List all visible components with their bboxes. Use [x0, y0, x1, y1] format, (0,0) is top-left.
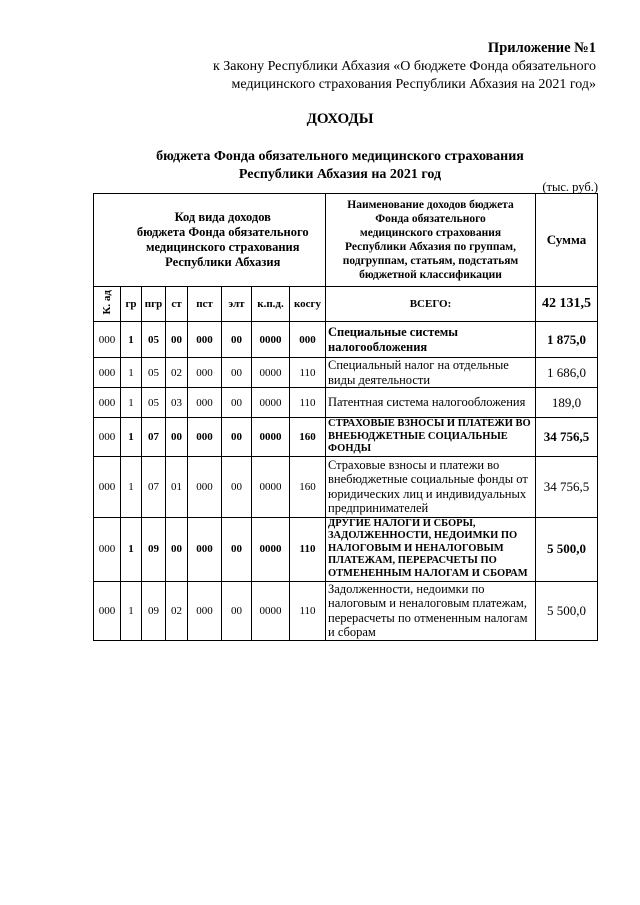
code-elt-cell: 00: [222, 456, 252, 517]
col-kpd-header: к.п.д.: [252, 287, 290, 322]
code-st-cell: 00: [166, 322, 188, 358]
code-pst-cell: 000: [188, 388, 222, 418]
col-elt-header: элт: [222, 287, 252, 322]
table-row: [94, 358, 598, 388]
code-kad-cell: 000: [94, 581, 121, 640]
code-elt-cell: 00: [222, 358, 252, 388]
code-pgr-cell: 09: [142, 581, 166, 640]
code-kosgu-cell: 110: [290, 581, 326, 640]
header-name-line: Фонда обязательного: [375, 213, 486, 225]
code-kad-cell: 000: [94, 456, 121, 517]
document-subtitle: [0, 148, 640, 184]
code-pst-cell: 000: [188, 418, 222, 457]
header-code-line: Код вида доходов: [174, 210, 271, 224]
code-pgr-cell: 05: [142, 358, 166, 388]
header-name-line: подгруппам, статьям, подстатьям: [342, 255, 519, 267]
law-reference-line: к Закону Республики Абхазия «О бюджете Фонда обязательного: [212, 59, 596, 74]
code-kad-cell: 000: [94, 517, 121, 581]
revenue-sum-cell: 1 686,0: [536, 358, 598, 388]
appendix-label: Приложение №1: [487, 40, 596, 56]
col-pgr-header: пгр: [142, 287, 166, 322]
header-code-line: медицинского страхования: [145, 240, 300, 254]
code-kpd-cell: 0000: [252, 388, 290, 418]
code-kpd-cell: 0000: [252, 517, 290, 581]
law-reference-line: медицинского страхования Республики Абхазия на 2021 год»: [231, 77, 596, 92]
col-kosgu-header: косгу: [290, 287, 326, 322]
code-gr-cell: 1: [121, 322, 142, 358]
header-name-line: Наименование доходов бюджета: [347, 199, 514, 211]
col-gr-header: гр: [121, 287, 142, 322]
code-st-cell: 01: [166, 456, 188, 517]
header-name-line: бюджетной классификации: [359, 269, 502, 281]
header-code-line: Республики Абхазия: [165, 255, 281, 269]
code-elt-cell: 00: [222, 581, 252, 640]
code-kosgu-cell: 110: [290, 358, 326, 388]
col-pst-header: пст: [188, 287, 222, 322]
table-row: [94, 388, 598, 418]
revenue-sum-cell: 34 756,5: [536, 456, 598, 517]
code-st-cell: 02: [166, 581, 188, 640]
code-kosgu-cell: 110: [290, 517, 326, 581]
code-pst-cell: 000: [188, 456, 222, 517]
code-pgr-cell: 07: [142, 418, 166, 457]
code-kpd-cell: 0000: [252, 358, 290, 388]
code-elt-cell: 00: [222, 388, 252, 418]
code-kosgu-cell: 110: [290, 388, 326, 418]
code-kad-cell: 000: [94, 388, 121, 418]
code-pgr-cell: 05: [142, 322, 166, 358]
revenue-name-cell: Специальные системы налогообложения: [326, 322, 536, 358]
table-row: [94, 322, 598, 358]
header-name-line: Республики Абхазия по группам,: [344, 241, 517, 253]
revenue-sum-cell: 5 500,0: [536, 581, 598, 640]
code-kpd-cell: 0000: [252, 456, 290, 517]
col-kad-label: К. ад: [101, 290, 113, 315]
code-elt-cell: 00: [222, 517, 252, 581]
code-kad-cell: 000: [94, 358, 121, 388]
subtitle-line: бюджета Фонда обязательного медицинского страхования: [156, 149, 524, 164]
table-row: [94, 418, 598, 457]
code-elt-cell: 00: [222, 322, 252, 358]
table-row: [94, 581, 598, 640]
table-row: [94, 456, 598, 517]
total-sum: 42 131,5: [536, 287, 598, 322]
units-label: (тыс. руб.): [542, 180, 598, 194]
code-pst-cell: 000: [188, 322, 222, 358]
code-pst-cell: 000: [188, 517, 222, 581]
code-gr-cell: 1: [121, 517, 142, 581]
revenue-name-cell: Задолженности, недоимки по налоговым и неналоговым платежам, перерасчеты по отмененным налогам и сборам: [326, 581, 536, 640]
subtitle-line: Республики Абхазия на 2021 год: [238, 167, 442, 182]
revenue-name-cell: Специальный налог на отдельные виды деятельности: [326, 358, 536, 388]
document-title: ДОХОДЫ: [306, 111, 374, 127]
header-name-cell: [326, 194, 536, 287]
code-st-cell: 00: [166, 418, 188, 457]
code-kad-cell: 000: [94, 322, 121, 358]
code-pst-cell: 000: [188, 358, 222, 388]
header-code-line: бюджета Фонда обязательного: [136, 225, 309, 239]
code-pgr-cell: 09: [142, 517, 166, 581]
revenue-table: [93, 193, 598, 641]
code-st-cell: 02: [166, 358, 188, 388]
revenue-sum-cell: 1 875,0: [536, 322, 598, 358]
code-kpd-cell: 0000: [252, 581, 290, 640]
law-reference: [166, 58, 596, 94]
code-pst-cell: 000: [188, 581, 222, 640]
code-kad-cell: 000: [94, 418, 121, 457]
col-st-header: ст: [166, 287, 188, 322]
col-kad-header: [94, 287, 121, 322]
table-row: [94, 517, 598, 581]
header-code-cell: [121, 194, 326, 287]
revenue-sum-cell: 5 500,0: [536, 517, 598, 581]
total-label: ВСЕГО:: [326, 287, 536, 322]
header-blank-cell: [94, 194, 121, 287]
code-st-cell: 00: [166, 517, 188, 581]
column-codes-row: [94, 287, 598, 322]
code-gr-cell: 1: [121, 418, 142, 457]
table-header-row: [94, 194, 598, 287]
revenue-name-cell: Патентная система налогообложения: [326, 388, 536, 418]
code-kpd-cell: 0000: [252, 418, 290, 457]
code-elt-cell: 00: [222, 418, 252, 457]
header-name-line: медицинского страхования: [359, 227, 502, 239]
code-gr-cell: 1: [121, 388, 142, 418]
header-sum-cell: Сумма: [536, 194, 598, 287]
revenue-sum-cell: 34 756,5: [536, 418, 598, 457]
code-gr-cell: 1: [121, 358, 142, 388]
revenue-name-cell: СТРАХОВЫЕ ВЗНОСЫ И ПЛАТЕЖИ ВО ВНЕБЮДЖЕТНЫЕ СОЦИАЛЬНЫЕ ФОНДЫ: [326, 418, 536, 457]
code-gr-cell: 1: [121, 456, 142, 517]
revenue-sum-cell: 189,0: [536, 388, 598, 418]
revenue-name-cell: ДРУГИЕ НАЛОГИ И СБОРЫ, ЗАДОЛЖЕННОСТИ, НЕДОИМКИ ПО НАЛОГОВЫМ И НЕНАЛОГОВЫМ ПЛАТЕЖАМ, ПЕРЕРАСЧЕТЫ ПО ОТМЕНЕННЫМ НАЛОГАМ И СБОРАМ: [326, 517, 536, 581]
code-st-cell: 03: [166, 388, 188, 418]
code-kpd-cell: 0000: [252, 322, 290, 358]
code-kosgu-cell: 160: [290, 418, 326, 457]
revenue-name-cell: Страховые взносы и платежи во внебюджетные социальные фонды от юридических лиц и индивидуальных предпринимателей: [326, 456, 536, 517]
code-kosgu-cell: 000: [290, 322, 326, 358]
code-pgr-cell: 05: [142, 388, 166, 418]
code-pgr-cell: 07: [142, 456, 166, 517]
code-kosgu-cell: 160: [290, 456, 326, 517]
code-gr-cell: 1: [121, 581, 142, 640]
